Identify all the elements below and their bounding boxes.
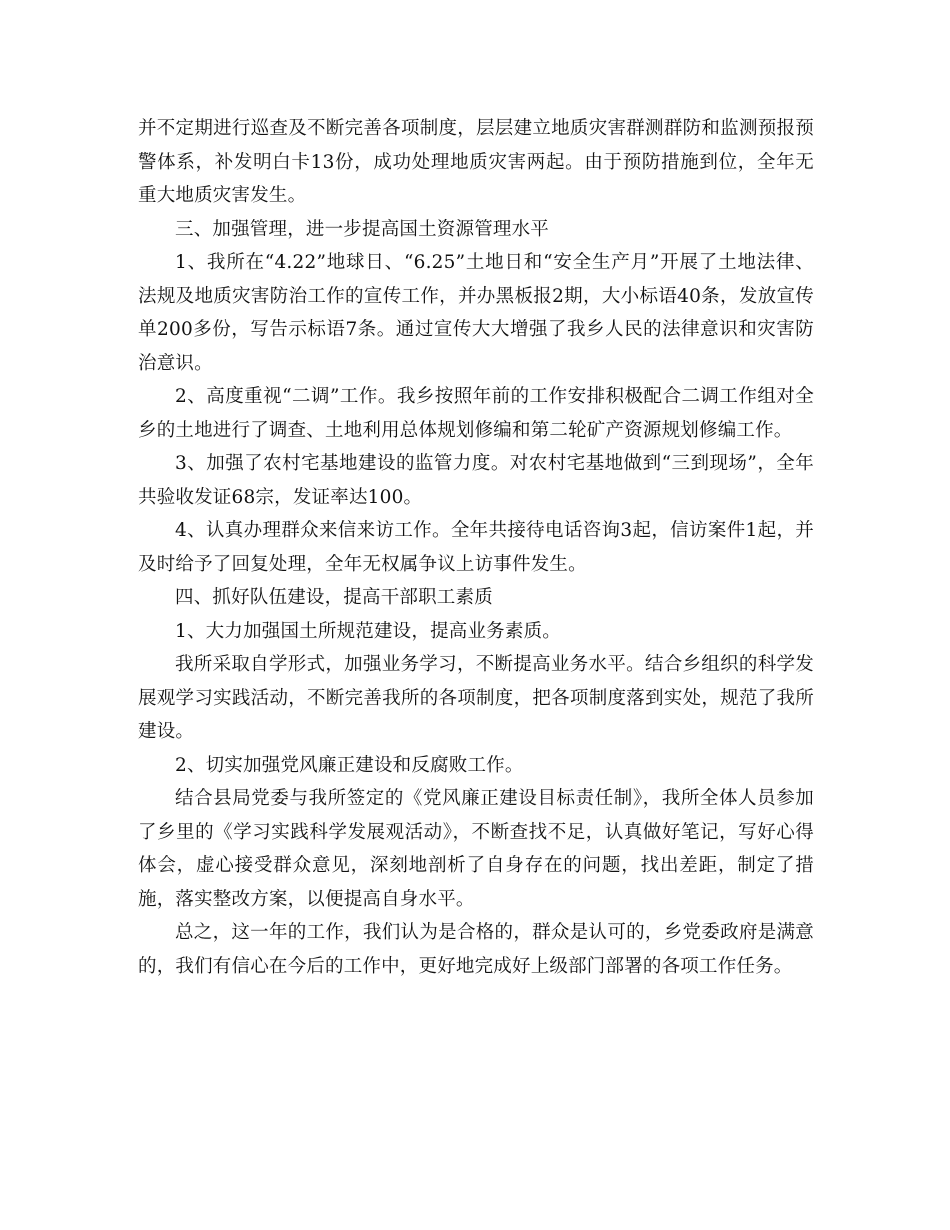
paragraph-4: 2、高度重视“二调”工作。我乡按照年前的工作安排积极配合二调工作组对全乡的土地进行了调查、土地利用总体规划修编和第二轮矿产资源规划修编工作。 — [138, 386, 814, 441]
section-heading-3: 三、加强管理，进一步提高国土资源管理水平 — [175, 218, 550, 240]
paragraph-3: 1、我所在“4.22”地球日、“6.25”土地日和“安全生产月”开展了土地法律、法规及地质灾害防治工作的宣传工作，并办黑板报2期，大小标语40条，发放宣传单200多份，写告示标语7条。通过宣传大大增强了我乡人民的法律意识和灾害防治意识。 — [138, 252, 814, 374]
paragraph-5: 3、加强了农村宅基地建设的监管力度。对农村宅基地做到“三到现场”，全年共验收发证68宗，发证率达100。 — [138, 453, 814, 508]
paragraph-1: 并不定期进行巡查及不断完善各项制度，层层建立地质灾害群测群防和监测预报预警体系，补发明白卡13份，成功处理地质灾害两起。由于预防措施到位，全年无重大地质灾害发生。 — [138, 118, 814, 206]
conclusion-paragraph: 总之，这一年的工作，我们认为是合格的，群众是认可的，乡党委政府是满意的，我们有信心在今后的工作中，更好地完成好上级部门部署的各项工作任务。 — [138, 922, 814, 977]
paragraph-9: 我所采取自学形式，加强业务学习，不断提高业务水平。结合乡组织的科学发展观学习实践活动，不断完善我所的各项制度，把各项制度落到实处，规范了我所建设。 — [138, 654, 814, 742]
section-heading-4: 四、抓好队伍建设，提高干部职工素质 — [175, 587, 493, 608]
subheading-4-2: 2、切实加强党风廉正建设和反腐败工作。 — [175, 754, 524, 776]
subheading-4-1: 1、大力加强国土所规范建设，提高业务素质。 — [175, 620, 561, 642]
document-body — [138, 112, 814, 983]
paragraph-11: 结合县局党委与我所签定的《党风廉正建设目标责任制》，我所全体人员参加了乡里的《学习实践科学发展观活动》，不断查找不足，认真做好笔记，写好心得体会，虚心接受群众意见，深刻地剖析了自身存在的问题，找出差距，制定了措施，落实整改方案，以便提高自身水平。 — [138, 788, 814, 910]
paragraph-6: 4、认真办理群众来信来访工作。全年共接待电话咨询3起，信访案件1起，并及时给予了回复处理，全年无权属争议上访事件发生。 — [138, 520, 814, 575]
